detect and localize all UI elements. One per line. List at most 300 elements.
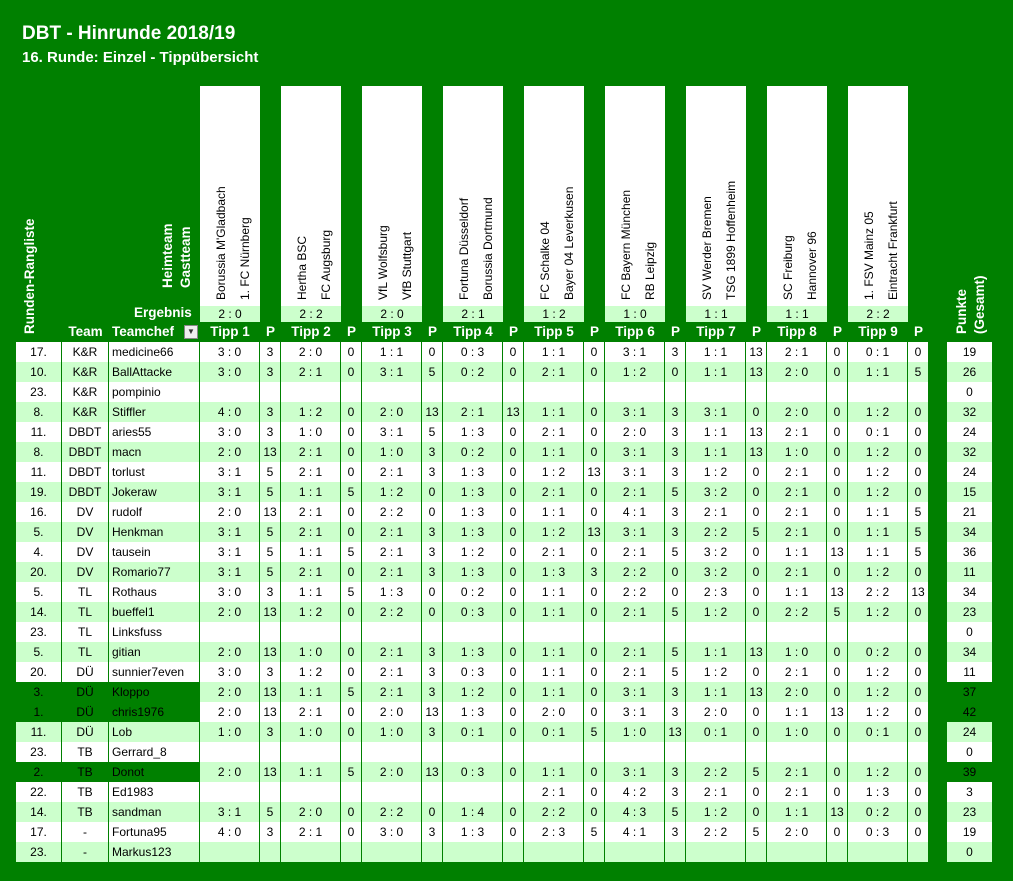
column-header-points: P bbox=[832, 324, 842, 339]
tipp-cell: 1 : 3 bbox=[443, 462, 503, 482]
tipp-cell: 1 : 1 bbox=[767, 542, 827, 562]
tipp-cell: 0 : 1 bbox=[443, 722, 503, 742]
table-row bbox=[16, 462, 929, 482]
team-cell: - bbox=[62, 822, 109, 842]
tipp-cell bbox=[767, 742, 827, 762]
column-header-tipp: Tipp 5 bbox=[534, 324, 574, 339]
column-header-teamchef: Teamchef bbox=[112, 324, 175, 339]
tipp-cell: 1 : 0 bbox=[605, 722, 665, 742]
tipp-cell: 2 : 0 bbox=[767, 822, 827, 842]
points-cell: 0 bbox=[746, 722, 767, 742]
points-cell bbox=[584, 742, 605, 762]
points-cell bbox=[827, 742, 848, 762]
points-cell: 0 bbox=[584, 502, 605, 522]
away-team-name: Bayer 04 Leverkusen bbox=[562, 186, 576, 300]
points-cell: 5 bbox=[746, 762, 767, 782]
column-header-tipp: Tipp 9 bbox=[858, 324, 898, 339]
points-cell: 3 bbox=[665, 822, 686, 842]
tipp-cell: 1 : 1 bbox=[767, 802, 827, 822]
points-cell: 0 bbox=[341, 642, 362, 662]
tipp-cell: 1 : 1 bbox=[524, 582, 584, 602]
points-cell: 0 bbox=[584, 542, 605, 562]
points-cell: 0 bbox=[908, 822, 929, 842]
tipp-cell: 2 : 1 bbox=[605, 602, 665, 622]
tipp-cell: 4 : 1 bbox=[605, 502, 665, 522]
points-cell bbox=[341, 742, 362, 762]
points-cell: 13 bbox=[584, 522, 605, 542]
home-team-name: Fortuna Düsseldorf bbox=[457, 197, 471, 300]
tipp-cell: 1 : 1 bbox=[281, 762, 341, 782]
points-cell: 0 bbox=[503, 682, 524, 702]
points-cell bbox=[746, 742, 767, 762]
tipp-cell bbox=[200, 742, 260, 762]
tipp-cell: 0 : 3 bbox=[443, 662, 503, 682]
table-row bbox=[16, 762, 929, 782]
tipp-cell bbox=[281, 382, 341, 402]
tipp-cell: 2 : 1 bbox=[767, 662, 827, 682]
points-cell: 0 bbox=[503, 422, 524, 442]
tipp-cell: 0 : 3 bbox=[443, 342, 503, 362]
tipp-cell: 1 : 3 bbox=[443, 422, 503, 442]
tipp-cell: 2 : 0 bbox=[362, 402, 422, 422]
tipp-cell: 1 : 1 bbox=[767, 702, 827, 722]
tipp-cell: 1 : 1 bbox=[524, 662, 584, 682]
points-cell: 13 bbox=[746, 342, 767, 362]
points-cell bbox=[827, 622, 848, 642]
tipp-cell bbox=[281, 742, 341, 762]
points-cell bbox=[260, 782, 281, 802]
points-cell: 5 bbox=[908, 522, 929, 542]
team-cell: DBDT bbox=[62, 422, 109, 442]
tipp-cell: 3 : 1 bbox=[200, 802, 260, 822]
teamchef-cell: Donot bbox=[109, 762, 200, 782]
total-points-cell: 11 bbox=[947, 562, 992, 582]
points-cell: 0 bbox=[341, 822, 362, 842]
tipp-cell: 1 : 1 bbox=[281, 682, 341, 702]
teamchef-cell: gitian bbox=[109, 642, 200, 662]
tipp-cell: 2 : 1 bbox=[281, 442, 341, 462]
tipp-cell: 2 : 2 bbox=[605, 562, 665, 582]
team-cell: DV bbox=[62, 502, 109, 522]
points-cell: 0 bbox=[827, 722, 848, 742]
tipp-cell: 1 : 2 bbox=[686, 462, 746, 482]
points-cell: 0 bbox=[503, 442, 524, 462]
tipp-cell: 3 : 2 bbox=[686, 562, 746, 582]
points-cell: 0 bbox=[503, 562, 524, 582]
tipp-cell: 1 : 0 bbox=[767, 722, 827, 742]
points-cell: 0 bbox=[503, 602, 524, 622]
team-cell: DV bbox=[62, 562, 109, 582]
points-cell: 13 bbox=[908, 582, 929, 602]
total-points-cell: 0 bbox=[947, 382, 992, 402]
total-points-cell: 23 bbox=[947, 802, 992, 822]
tipp-cell: 2 : 2 bbox=[767, 602, 827, 622]
tipp-cell: 1 : 1 bbox=[686, 642, 746, 662]
tipp-cell: 2 : 1 bbox=[362, 462, 422, 482]
tipp-cell bbox=[686, 382, 746, 402]
points-cell bbox=[827, 382, 848, 402]
points-cell: 0 bbox=[746, 482, 767, 502]
points-cell bbox=[908, 842, 929, 862]
column-header-tipp: Tipp 6 bbox=[615, 324, 655, 339]
tipp-cell: 3 : 1 bbox=[605, 402, 665, 422]
tipp-cell: 1 : 2 bbox=[281, 602, 341, 622]
points-cell: 5 bbox=[827, 602, 848, 622]
tipp-cell: 1 : 2 bbox=[362, 482, 422, 502]
tipp-cell: 1 : 2 bbox=[848, 482, 908, 502]
points-cell: 5 bbox=[584, 822, 605, 842]
points-cell: 13 bbox=[827, 802, 848, 822]
tipp-cell: 1 : 0 bbox=[281, 722, 341, 742]
points-cell: 5 bbox=[341, 542, 362, 562]
tipp-cell: 2 : 1 bbox=[281, 522, 341, 542]
points-cell: 13 bbox=[827, 542, 848, 562]
match-block bbox=[686, 86, 746, 322]
table-row bbox=[16, 642, 929, 662]
tipp-cell: 2 : 1 bbox=[767, 482, 827, 502]
points-cell: 3 bbox=[665, 402, 686, 422]
tipp-cell: 1 : 0 bbox=[200, 722, 260, 742]
points-cell: 3 bbox=[422, 682, 443, 702]
points-cell: 0 bbox=[584, 762, 605, 782]
team-cell: K&R bbox=[62, 402, 109, 422]
tipp-cell: 2 : 1 bbox=[362, 682, 422, 702]
rank-cell: 16. bbox=[16, 502, 62, 522]
points-cell: 0 bbox=[503, 502, 524, 522]
points-cell: 0 bbox=[584, 342, 605, 362]
points-cell: 3 bbox=[665, 502, 686, 522]
tipp-cell bbox=[443, 842, 503, 862]
points-cell bbox=[746, 382, 767, 402]
points-cell: 0 bbox=[746, 462, 767, 482]
tipp-cell: 0 : 2 bbox=[443, 442, 503, 462]
table-row bbox=[16, 362, 929, 382]
tipp-cell: 2 : 1 bbox=[605, 642, 665, 662]
table-row bbox=[16, 662, 929, 682]
tipp-cell: 2 : 1 bbox=[767, 762, 827, 782]
page-title: DBT - Hinrunde 2018/19 bbox=[22, 23, 236, 44]
points-cell: 0 bbox=[584, 802, 605, 822]
tipp-cell bbox=[605, 382, 665, 402]
tipp-cell: 2 : 1 bbox=[362, 662, 422, 682]
points-cell: 5 bbox=[665, 542, 686, 562]
points-cell: 0 bbox=[827, 342, 848, 362]
tipp-cell: 1 : 0 bbox=[767, 642, 827, 662]
label-gastteam: Gastteam bbox=[178, 226, 193, 288]
points-cell: 0 bbox=[908, 602, 929, 622]
total-points-cell: 39 bbox=[947, 762, 992, 782]
match-block bbox=[362, 86, 422, 322]
points-cell: 3 bbox=[422, 542, 443, 562]
tipp-cell: 1 : 1 bbox=[281, 542, 341, 562]
table-row bbox=[16, 562, 929, 582]
tipp-cell: 2 : 1 bbox=[524, 782, 584, 802]
tipp-cell: 1 : 1 bbox=[686, 682, 746, 702]
team-cell: DÜ bbox=[62, 682, 109, 702]
points-cell: 0 bbox=[908, 462, 929, 482]
table-row bbox=[16, 782, 929, 802]
points-cell: 3 bbox=[665, 762, 686, 782]
points-cell: 0 bbox=[908, 402, 929, 422]
points-cell bbox=[827, 842, 848, 862]
teamchef-cell: Stiffler bbox=[109, 402, 200, 422]
away-team-name: 1. FC Nürnberg bbox=[238, 217, 252, 300]
points-cell: 0 bbox=[503, 702, 524, 722]
tipp-cell: 1 : 2 bbox=[686, 802, 746, 822]
tipp-cell: 3 : 1 bbox=[605, 522, 665, 542]
points-cell: 0 bbox=[908, 422, 929, 442]
points-cell: 0 bbox=[341, 722, 362, 742]
team-cell: DBDT bbox=[62, 482, 109, 502]
points-cell bbox=[422, 842, 443, 862]
tipp-cell: 2 : 2 bbox=[686, 762, 746, 782]
team-cell: TL bbox=[62, 602, 109, 622]
tipp-cell: 2 : 1 bbox=[605, 482, 665, 502]
tipp-cell: 2 : 1 bbox=[281, 502, 341, 522]
tipp-cell: 2 : 1 bbox=[524, 362, 584, 382]
tipp-cell: 1 : 3 bbox=[848, 782, 908, 802]
teamchef-cell: rudolf bbox=[109, 502, 200, 522]
page-subtitle: 16. Runde: Einzel - Tippübersicht bbox=[22, 49, 259, 66]
points-cell: 0 bbox=[341, 702, 362, 722]
total-points-cell: 24 bbox=[947, 422, 992, 442]
points-cell: 0 bbox=[908, 562, 929, 582]
tipp-cell: 2 : 1 bbox=[362, 642, 422, 662]
tipp-cell: 1 : 1 bbox=[767, 582, 827, 602]
points-cell: 5 bbox=[746, 822, 767, 842]
tipp-cell: 1 : 4 bbox=[443, 802, 503, 822]
tipp-cell bbox=[200, 382, 260, 402]
tipp-cell: 4 : 3 bbox=[605, 802, 665, 822]
total-points-cell: 34 bbox=[947, 642, 992, 662]
points-cell: 13 bbox=[746, 442, 767, 462]
points-cell: 0 bbox=[827, 462, 848, 482]
teamchef-cell: Fortuna95 bbox=[109, 822, 200, 842]
home-team-name: Borussia M'Gladbach bbox=[214, 186, 228, 300]
tipp-cell: 2 : 1 bbox=[767, 782, 827, 802]
teamchef-cell: Markus123 bbox=[109, 842, 200, 862]
tipp-cell: 1 : 3 bbox=[443, 502, 503, 522]
tipp-cell: 2 : 1 bbox=[767, 502, 827, 522]
rank-cell: 20. bbox=[16, 662, 62, 682]
total-points-cell: 0 bbox=[947, 622, 992, 642]
rank-cell: 17. bbox=[16, 822, 62, 842]
column-header-tipp: Tipp 3 bbox=[372, 324, 412, 339]
rank-cell: 11. bbox=[16, 462, 62, 482]
points-cell: 0 bbox=[503, 462, 524, 482]
points-cell: 3 bbox=[422, 522, 443, 542]
tipp-cell: 0 : 2 bbox=[848, 642, 908, 662]
points-cell: 0 bbox=[827, 362, 848, 382]
tipp-cell: 0 : 2 bbox=[848, 802, 908, 822]
points-cell: 3 bbox=[260, 402, 281, 422]
tipp-cell: 1 : 1 bbox=[848, 542, 908, 562]
rank-cell: 4. bbox=[16, 542, 62, 562]
points-cell: 0 bbox=[584, 602, 605, 622]
tipp-cell: 2 : 1 bbox=[281, 462, 341, 482]
team-cell: DV bbox=[62, 542, 109, 562]
points-cell: 3 bbox=[422, 662, 443, 682]
tipp-cell: 1 : 2 bbox=[524, 462, 584, 482]
column-header-tipp: Tipp 1 bbox=[210, 324, 250, 339]
points-cell: 0 bbox=[503, 582, 524, 602]
tipp-cell bbox=[848, 382, 908, 402]
match-block bbox=[281, 86, 341, 322]
total-points-cell: 34 bbox=[947, 582, 992, 602]
tipp-cell: 3 : 2 bbox=[686, 482, 746, 502]
rank-cell: 19. bbox=[16, 482, 62, 502]
points-cell: 3 bbox=[584, 562, 605, 582]
tipp-cell: 1 : 2 bbox=[848, 662, 908, 682]
points-cell: 3 bbox=[260, 582, 281, 602]
tipp-cell: 1 : 1 bbox=[524, 682, 584, 702]
tipp-cell: 4 : 2 bbox=[605, 782, 665, 802]
match-result: 1 : 2 bbox=[524, 306, 584, 322]
points-cell: 0 bbox=[584, 682, 605, 702]
tipp-cell: 1 : 3 bbox=[443, 482, 503, 502]
tipp-cell bbox=[281, 782, 341, 802]
tipp-cell: 2 : 1 bbox=[767, 422, 827, 442]
points-cell: 0 bbox=[341, 342, 362, 362]
tipp-cell: 1 : 1 bbox=[686, 342, 746, 362]
tipp-cell: 1 : 0 bbox=[362, 722, 422, 742]
tipp-cell: 2 : 2 bbox=[362, 802, 422, 822]
points-cell: 0 bbox=[503, 542, 524, 562]
points-cell: 0 bbox=[665, 562, 686, 582]
table-row bbox=[16, 722, 929, 742]
tipp-cell: 2 : 2 bbox=[848, 582, 908, 602]
tipp-cell: 1 : 1 bbox=[848, 362, 908, 382]
points-cell: 0 bbox=[908, 782, 929, 802]
away-team-name: VfB Stuttgart bbox=[400, 231, 414, 300]
points-cell: 0 bbox=[908, 642, 929, 662]
points-cell: 0 bbox=[908, 442, 929, 462]
tipp-cell: 1 : 1 bbox=[524, 602, 584, 622]
tipp-cell: 2 : 1 bbox=[686, 782, 746, 802]
tipp-cell: 1 : 2 bbox=[848, 462, 908, 482]
tipp-cell: 2 : 0 bbox=[200, 642, 260, 662]
points-cell: 0 bbox=[503, 522, 524, 542]
points-cell bbox=[422, 742, 443, 762]
points-cell: 5 bbox=[665, 802, 686, 822]
points-cell: 5 bbox=[260, 562, 281, 582]
tipp-cell: 0 : 3 bbox=[443, 762, 503, 782]
column-header-points: P bbox=[670, 324, 680, 339]
points-cell bbox=[422, 382, 443, 402]
points-cell: 0 bbox=[341, 562, 362, 582]
points-cell: 0 bbox=[422, 802, 443, 822]
tipp-cell: 1 : 2 bbox=[524, 522, 584, 542]
tipp-cell: 4 : 0 bbox=[200, 402, 260, 422]
points-cell: 0 bbox=[503, 342, 524, 362]
points-cell: 0 bbox=[422, 602, 443, 622]
points-cell: 0 bbox=[584, 402, 605, 422]
points-cell bbox=[908, 622, 929, 642]
points-cell: 0 bbox=[584, 642, 605, 662]
tipp-cell: 2 : 0 bbox=[767, 362, 827, 382]
team-cell: TL bbox=[62, 642, 109, 662]
points-cell bbox=[422, 782, 443, 802]
teamchef-cell: bueffel1 bbox=[109, 602, 200, 622]
points-cell: 5 bbox=[908, 502, 929, 522]
points-cell: 0 bbox=[827, 502, 848, 522]
tipp-cell: 2 : 0 bbox=[686, 702, 746, 722]
match-block bbox=[443, 86, 503, 322]
points-cell: 0 bbox=[584, 362, 605, 382]
teamchef-cell: Romario77 bbox=[109, 562, 200, 582]
teamchef-cell: Ed1983 bbox=[109, 782, 200, 802]
label-punkte: Punkte bbox=[954, 288, 969, 334]
tipp-cell: 3 : 0 bbox=[200, 422, 260, 442]
total-points-cell: 19 bbox=[947, 342, 992, 362]
tipp-cell: 1 : 1 bbox=[281, 582, 341, 602]
points-cell: 5 bbox=[584, 722, 605, 742]
points-cell: 5 bbox=[665, 602, 686, 622]
tipp-cell: 2 : 1 bbox=[767, 562, 827, 582]
tipp-cell: 3 : 1 bbox=[605, 442, 665, 462]
rank-cell: 5. bbox=[16, 582, 62, 602]
teamchef-cell: BallAttacke bbox=[109, 362, 200, 382]
rank-cell: 23. bbox=[16, 622, 62, 642]
column-header-tipp: Tipp 4 bbox=[453, 324, 493, 339]
tipp-cell bbox=[605, 842, 665, 862]
tipp-cell bbox=[767, 382, 827, 402]
tipp-cell: 2 : 0 bbox=[200, 682, 260, 702]
teamchef-cell: chris1976 bbox=[109, 702, 200, 722]
rank-cell: 17. bbox=[16, 342, 62, 362]
filter-dropdown-icon[interactable]: ▼ bbox=[184, 325, 198, 339]
points-cell bbox=[503, 382, 524, 402]
tipp-cell: 1 : 0 bbox=[281, 642, 341, 662]
points-cell: 3 bbox=[665, 422, 686, 442]
tipp-cell bbox=[200, 622, 260, 642]
team-cell: TB bbox=[62, 762, 109, 782]
points-cell bbox=[341, 842, 362, 862]
points-cell: 3 bbox=[422, 642, 443, 662]
points-cell: 13 bbox=[260, 682, 281, 702]
points-cell: 0 bbox=[746, 702, 767, 722]
tipp-cell: 1 : 3 bbox=[443, 642, 503, 662]
rank-cell: 5. bbox=[16, 522, 62, 542]
teamchef-cell: tausein bbox=[109, 542, 200, 562]
points-cell: 3 bbox=[665, 442, 686, 462]
teamchef-cell: sandman bbox=[109, 802, 200, 822]
column-header-points: P bbox=[508, 324, 518, 339]
rank-cell: 23. bbox=[16, 382, 62, 402]
tipp-cell: 3 : 1 bbox=[200, 522, 260, 542]
points-cell bbox=[341, 782, 362, 802]
points-cell bbox=[584, 382, 605, 402]
points-cell bbox=[665, 742, 686, 762]
rank-cell: 11. bbox=[16, 722, 62, 742]
rank-cell: 22. bbox=[16, 782, 62, 802]
tipp-cell: 2 : 2 bbox=[362, 602, 422, 622]
points-cell: 0 bbox=[827, 402, 848, 422]
tipp-cell: 2 : 2 bbox=[605, 582, 665, 602]
tipp-cell: 1 : 2 bbox=[443, 682, 503, 702]
table-row bbox=[16, 602, 929, 622]
table-row bbox=[16, 542, 929, 562]
teamchef-cell: pompinio bbox=[109, 382, 200, 402]
points-cell: 0 bbox=[827, 822, 848, 842]
points-cell: 0 bbox=[503, 362, 524, 382]
tipp-cell: 0 : 3 bbox=[848, 822, 908, 842]
tipp-cell: 2 : 0 bbox=[200, 702, 260, 722]
points-cell: 0 bbox=[908, 682, 929, 702]
table-row bbox=[16, 402, 929, 422]
match-block bbox=[200, 86, 260, 322]
team-cell: TB bbox=[62, 782, 109, 802]
